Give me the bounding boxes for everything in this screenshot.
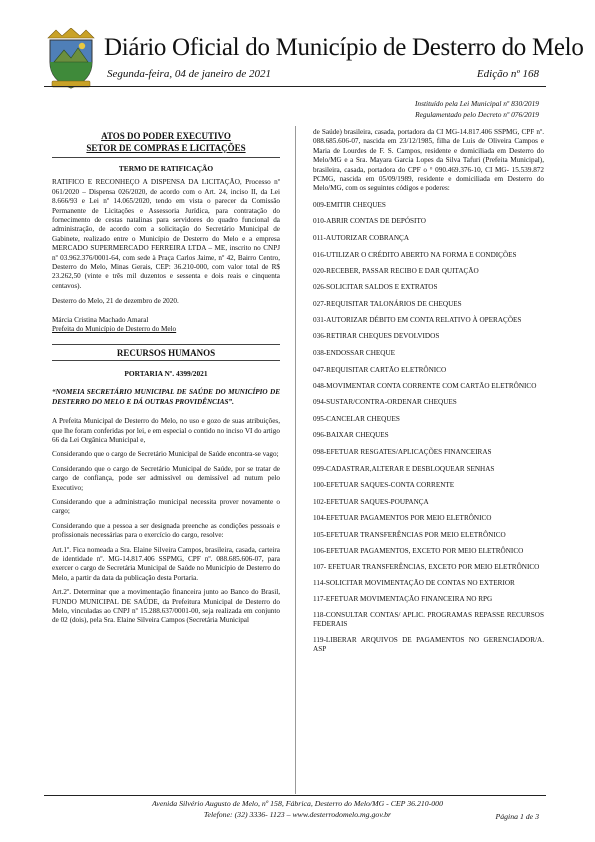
bank-powers-list xyxy=(313,201,544,654)
list-item: 095-CANCELAR CHEQUES xyxy=(313,414,400,423)
footer-divider xyxy=(44,795,546,796)
list-item: 020-RECEBER, PASSAR RECIBO E DAR QUITAÇÃO xyxy=(313,266,479,275)
list-item: 119-LIBERAR ARQUIVOS DE PAGAMENTOS NO GERENCIADOR/A. ASP xyxy=(313,636,544,653)
signatory-name: Márcia Cristina Machado Amaral xyxy=(52,315,149,324)
list-item: 027-REQUISITAR TALONÁRIOS DE CHEQUES xyxy=(313,299,462,308)
list-item: 099-CADASTRAR,ALTERAR E DESBLOQUEAR SENHAS xyxy=(313,464,495,473)
signatory-role: Prefeita do Município de Desterro do Melo xyxy=(52,325,177,334)
list-item: 031-AUTORIZAR DÉBITO EM CONTA RELATIVO À OPERAÇÕES xyxy=(313,316,522,325)
portaria-summary: “NOMEIA SECRETÁRIO MUNICIPAL DE SAÚDE DO MUNICÍPIO DE DESTERRO DO MELO E DÁ OUTRAS PROVIDÊNCIAS”. xyxy=(52,388,280,406)
list-item: 102-EFETUAR SAQUES-POUPANÇA xyxy=(313,497,429,506)
place-date: Desterro do Melo, 21 de dezembro de 2020. xyxy=(52,297,179,306)
section-heading xyxy=(52,130,280,154)
list-item: 048-MOVIMENTAR CONTA CORRENTE COM CARTÃO ELETRÔNICO xyxy=(313,382,537,391)
list-item: 098-EFETUAR RESGATES/APLICAÇÕES FINANCEIRAS xyxy=(313,447,492,456)
ratification-body: RATIFICO E RECONHEÇO A DISPENSA DA LICITAÇÃO, Processo nº 061/2020 – Dispensa 026/2020, de acordo com o Art. 24, inciso II, da Lei 8.666/93 e Lei nº 14.065/2020, tendo em vista o parecer da Comissão Permanente de Licitações e Assessoria Jurídica, para contratação do fornecimento de cestas natalinas para servidores do quadro funcional da administração, de acordo com a solicitação do Secretário Municipal de Gabinete, realizado entre o Município de Desterro do Melo e a empresa MERCADO SUPERMERCADO FERREIRA LTDA – ME, inscrito no CNPJ nº 03.962.376/0001-64, com sede à Praça Carlos Jaime, nº 42, Bairro Centro, Desterro do Melo, Minas Gerais, CEP: 36.210-000, com valor total de R$ 23.262,50 (vinte e três mil duzentos e sessenta e dois reais e cinquenta centavos). xyxy=(52,178,280,290)
list-item: 047-REQUISITAR CARTÃO ELETRÔNICO xyxy=(313,365,447,374)
municipal-coat-of-arms-icon xyxy=(44,28,98,90)
column-divider xyxy=(295,126,296,794)
publication-date: Segunda-feira, 04 de janeiro de 2021 xyxy=(107,68,271,80)
list-item: 114-SOLICITAR MOVIMENTAÇÃO DE CONTAS NO EXTERIOR xyxy=(313,578,515,587)
regulated-by-decree: Regulamentado pelo Decreto nº 076/2019 xyxy=(415,110,539,119)
section-divider xyxy=(52,360,280,361)
list-item: 094-SUSTAR/CONTRA-ORDENAR CHEQUES xyxy=(313,398,457,407)
list-item: 010-ABRIR CONTAS DE DEPÓSITO xyxy=(313,217,426,226)
list-item: 038-ENDOSSAR CHEQUE xyxy=(313,348,396,357)
list-item: 105-EFETUAR TRANSFERÊNCIAS POR MEIO ELETRÔNICO xyxy=(313,530,506,539)
header-divider xyxy=(44,86,546,87)
list-item: 016-UTILIZAR O CRÉDITO ABERTO NA FORMA E CONDIÇÕES xyxy=(313,250,517,259)
legal-basis xyxy=(415,98,539,120)
list-item: 117-EFETUAR MOVIMENTAÇÃO FINANCEIRA NO RPG xyxy=(313,594,493,603)
list-item: 026-SOLICITAR SALDOS E EXTRATOS xyxy=(313,283,438,292)
footer-contact: Telefone: (32) 3336- 1123 – www.desterrodomelo.mg.gov.br xyxy=(203,810,392,819)
portaria-title: PORTARIA Nº. 4399/2021 xyxy=(124,368,208,378)
list-item: 106-EFETUAR PAGAMENTOS, EXCETO POR MEIO ELETRÔNICO xyxy=(313,546,524,555)
continuation-paragraph: de Saúde) brasileira, casada, portadora da CI MG-14.817.406 SSPMG, CPF nº. 088.685.606-07, nascida em 23/12/1985, filha de Luis de Oliveira Campos e Maria de Lourdes de F. S. Campos, residente e domiciliada em Desterro do Melo/MG e a Sra. Mayara Garcia Lopes da Silva Tafuri (Prefeita Municipal), brasileira, casada, portadora do CPF o ° 090.469.376-10, CI MG- 15.539.872 PCMG, nascida em 05/09/1989, residente e domiciliada em Desterro do Melo/MG, com os seguintes códigos e poderes: xyxy=(313,128,544,193)
list-item: 011-AUTORIZAR COBRANÇA xyxy=(313,234,410,243)
page-number: Página 1 de 3 xyxy=(495,812,539,821)
section-divider xyxy=(52,157,280,158)
list-item: 107- EFETUAR TRANSFERÊNCIAS, EXCETO POR MEIO ELETRÔNICO xyxy=(313,562,540,571)
left-column xyxy=(52,130,280,631)
list-item: 036-RETIRAR CHEQUES DEVOLVIDOS xyxy=(313,332,440,341)
list-item: 009-EMITIR CHEQUES xyxy=(313,200,386,209)
ratification-title: TERMO DE RATIFICAÇÃO xyxy=(118,164,214,173)
portaria-article: Art.2º. Determinar que a movimentação financeira junto ao Banco do Brasil, FUNDO MUNICIPAL DE SAÚDE, da Prefeitura Municipal de Desterro do Melo, vinculadas ao CNPJ nº 15.288.637/0001-00, seja realizada em conjunto de 02 (dois), pela Sra. Elaine Silveira Campos (Secretária Municipal xyxy=(52,588,280,625)
edition-number: Edição nº 168 xyxy=(476,68,539,80)
list-item: 096-BAIXAR CHEQUES xyxy=(313,431,389,440)
portaria-paragraph: Considerando que a pessoa a ser designada preenche as condições pessoais e profissionais necessárias para o exercício do cargo, resolve: xyxy=(52,521,280,540)
portaria-paragraph: Considerando que o cargo de Secretário Municipal de Saúde, por se tratar de cargo de confiança, pode ser admissível ou demissível ad nutum pelo Executivo; xyxy=(52,464,280,492)
portaria-article: Art.1º. Fica nomeada a Sra. Elaine Silveira Campos, brasileira, casada, carteira de identidade nº. MG-14.817.406 SSPMG, CPF nº. 088.685.606-07, para exercer o cargo de Secretária Municipal de Saúde no Município de Desterro do Melo, a partir da data da publicação desta Portaria. xyxy=(52,545,280,582)
section-heading-line1: ATOS DO PODER EXECUTIVO xyxy=(101,131,231,141)
portaria-paragraph: Considerando que a administração municipal necessita prover novamente o cargo; xyxy=(52,497,280,516)
gazette-title: Diário Oficial do Município de Desterro do Melo xyxy=(104,34,584,61)
list-item: 118-CONSULTAR CONTAS/ APLIC. PROGRAMAS REPASSE RECURSOS FEDERAIS xyxy=(313,611,544,629)
list-item: 100-EFETUAR SAQUES-CONTA CORRENTE xyxy=(313,481,455,490)
instituted-by-law: Instituído pela Lei Municipal nº 830/2019 xyxy=(414,99,539,108)
human-resources-heading: RECURSOS HUMANOS xyxy=(116,347,216,358)
right-column xyxy=(313,128,544,661)
list-item: 104-EFETUAR PAGAMENTOS POR MEIO ELETRÔNICO xyxy=(313,514,492,523)
section-heading-line2: SETOR DE COMPRAS E LICITAÇÕES xyxy=(86,143,246,153)
footer-address: Avenida Silvério Augusto de Melo, nº 158, Fábrica, Desterro do Melo/MG - CEP 36.210-000 xyxy=(152,799,443,808)
portaria-paragraph: A Prefeita Municipal de Desterro do Melo, no uso e gozo de suas atribuições, que lhe foram conferidas por lei, e em especial o contido no inciso VI do artigo 66 da Lei Orgânica Municipal e, xyxy=(52,417,280,444)
portaria-paragraph: Considerando que o cargo de Secretário Municipal de Saúde encontra-se vago; xyxy=(52,450,279,459)
section-divider xyxy=(52,344,280,345)
